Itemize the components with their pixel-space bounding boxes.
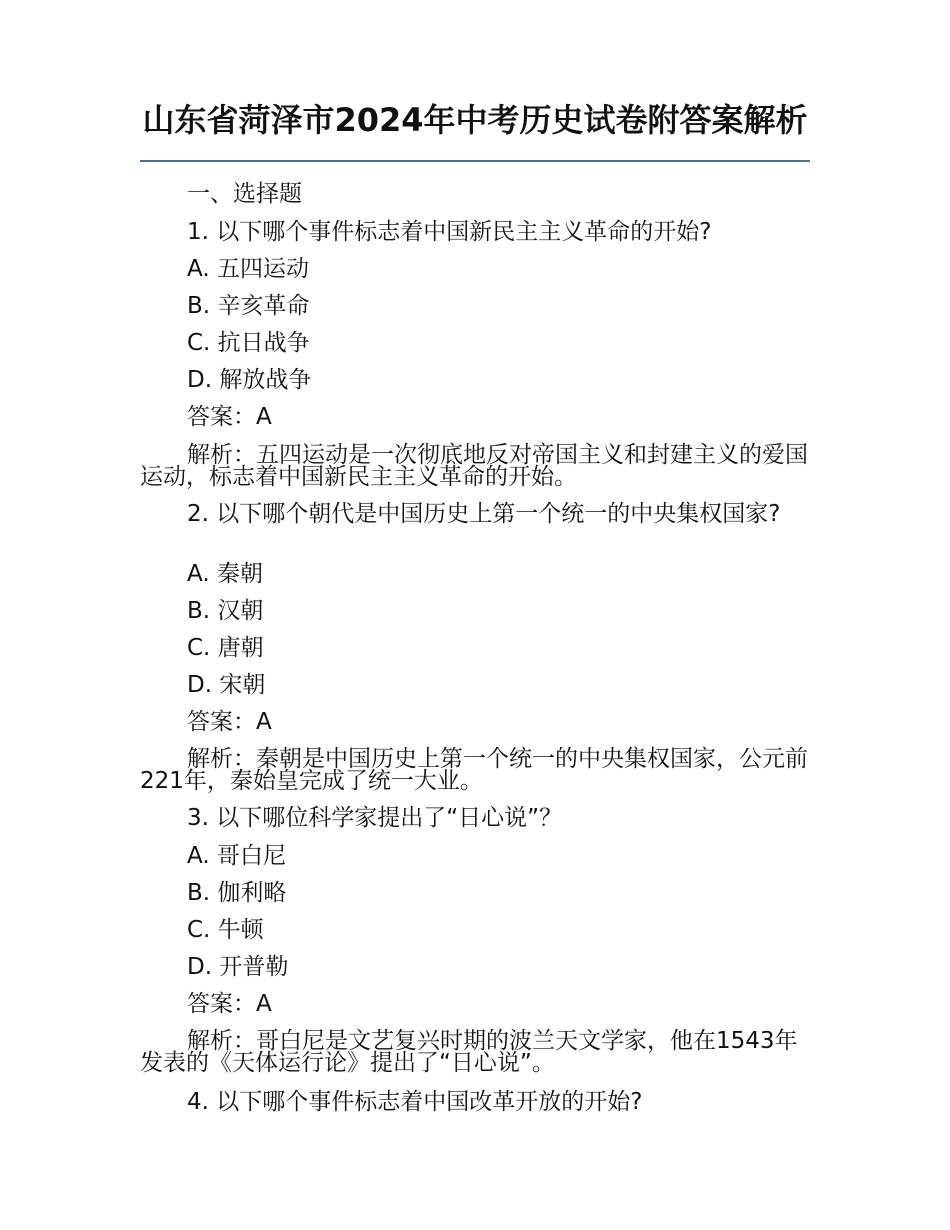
question-1-option-d: D. 解放战争 (187, 367, 312, 393)
question-3-option-c: C. 牛顿 (187, 917, 264, 943)
question-1-option-a: A. 五四运动 (187, 256, 309, 282)
title-divider (140, 160, 810, 162)
question-2-option-d: D. 宋朝 (187, 672, 266, 698)
question-1-option-b: B. 辛亥革命 (187, 293, 310, 319)
question-3-stem: 3. 以下哪位科学家提出了“日心说”？ (187, 805, 563, 831)
question-1-option-c: C. 抗日战争 (187, 330, 310, 356)
question-1-answer: 答案：A (187, 404, 272, 430)
question-3-option-b: B. 伽利略 (187, 880, 287, 906)
document-title: 山东省菏泽市2024年中考历史试卷附答案解析 (142, 101, 808, 139)
question-1-stem: 1. 以下哪个事件标志着中国新民主主义革命的开始? (187, 219, 712, 245)
question-3-answer: 答案：A (187, 991, 272, 1017)
question-2-stem: 2. 以下哪个朝代是中国历史上第一个统一的中央集权国家? (187, 501, 781, 527)
question-3-option-a: A. 哥白尼 (187, 843, 286, 869)
question-4-stem: 4. 以下哪个事件标志着中国改革开放的开始? (187, 1089, 643, 1115)
question-2-option-a: A. 秦朝 (187, 561, 263, 587)
question-2-option-c: C. 唐朝 (187, 635, 264, 661)
question-2-answer: 答案：A (187, 709, 272, 735)
question-2-option-b: B. 汉朝 (187, 598, 264, 624)
question-3-option-d: D. 开普勒 (187, 954, 289, 980)
question-1-analysis: 解析：五四运动是一次彻底地反对帝国主义和封建主义的爱国运动，标志着中国新民主主义革命的开始。 (140, 442, 808, 490)
question-2-analysis: 解析：秦朝是中国历史上第一个统一的中央集权国家，公元前221年，秦始皇完成了统一大业。 (140, 746, 808, 794)
question-3-analysis: 解析：哥白尼是文艺复兴时期的波兰天文学家，他在1543年发表的《天体运行论》提出了“日心说”。 (140, 1028, 798, 1076)
section-heading: 一、选择题 (187, 181, 302, 207)
